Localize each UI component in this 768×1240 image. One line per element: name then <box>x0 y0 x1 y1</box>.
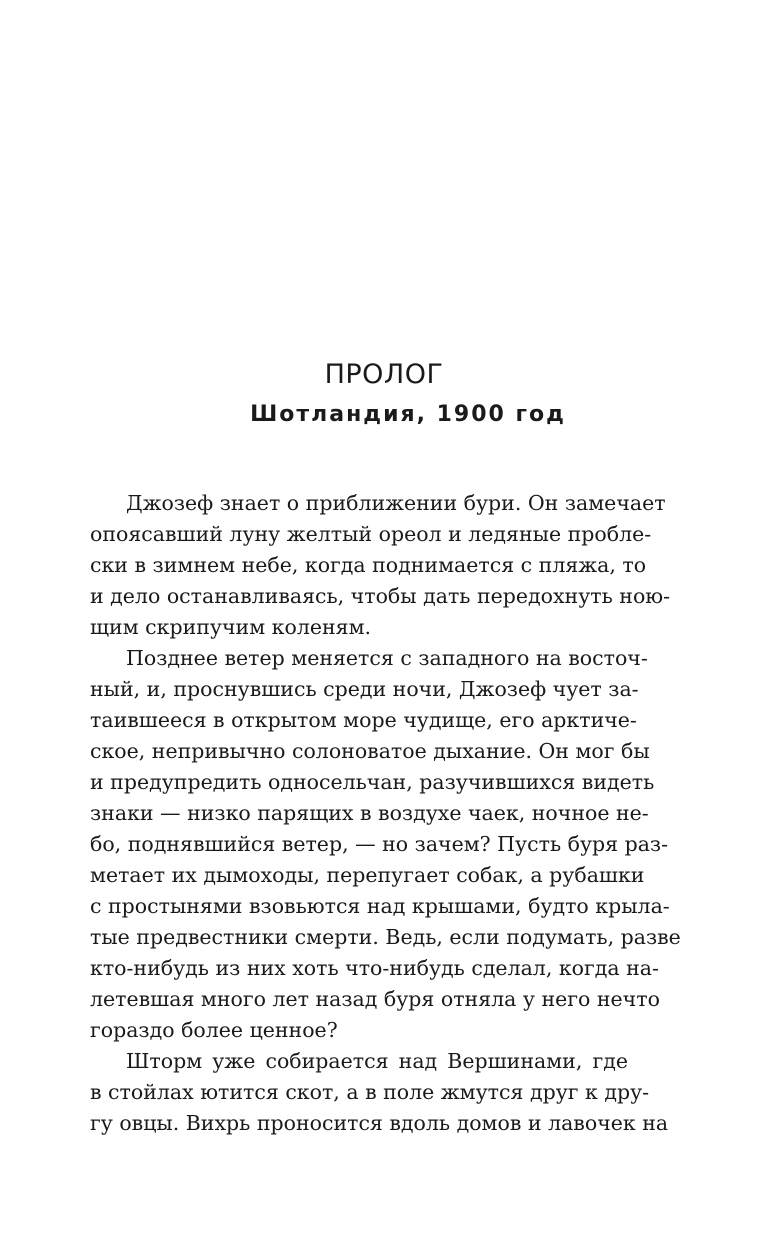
chapter-subtitle: Шотландия, 1900 год <box>250 402 566 427</box>
text-line: и предупредить односельчан, разучившихся видеть <box>90 770 655 794</box>
text-line: опоясавший луну желтый ореол и ледяные пробле- <box>90 522 652 546</box>
body-text <box>90 488 681 1139</box>
text-line: в стойлах ютится скот, а в поле жмутся друг к дру- <box>90 1080 650 1104</box>
text-line: метает их дымоходы, перепугает собак, а рубашки <box>90 863 645 887</box>
text-line: знаки — низко парящих в воздухе чаек, ночное не- <box>90 801 649 825</box>
text-line: ный, и, проснувшись среди ночи, Джозеф чует за- <box>90 677 639 701</box>
chapter-title: ПРОЛОГ <box>324 359 444 390</box>
text-line: кто-нибудь из них хоть что-нибудь сделал, когда на- <box>90 956 659 980</box>
text-line: тые предвестники смерти. Ведь, если подумать, разве <box>90 925 681 949</box>
text-line: с простынями взовьются над крышами, будто крыла- <box>90 894 670 918</box>
text-line: ски в зимнем небе, когда поднимается с пляжа, то <box>90 553 647 577</box>
text-line: бо, поднявшийся ветер, — но зачем? Пусть буря раз- <box>90 832 669 856</box>
text-line: летевшая много лет назад буря отняла у него нечто <box>90 987 660 1011</box>
text-line: гораздо более ценное? <box>90 1018 338 1042</box>
text-line: Джозеф знает о приближении бури. Он замечает <box>126 491 666 515</box>
text-line: таившееся в открытом море чудище, его арктиче- <box>90 708 637 732</box>
text-line: гу овцы. Вихрь проносится вдоль домов и лавочек на <box>90 1111 669 1135</box>
text-line: Позднее ветер меняется с западного на восточ- <box>126 646 648 670</box>
text-line: щим скрипучим коленям. <box>90 615 372 639</box>
text-line: и дело останавливаясь, чтобы дать передохнуть ною- <box>90 584 671 608</box>
text-line: Шторм уже собирается над Вершинами, где <box>126 1049 628 1073</box>
text-line: ское, непривычно солоноватое дыхание. Он мог бы <box>90 739 650 763</box>
